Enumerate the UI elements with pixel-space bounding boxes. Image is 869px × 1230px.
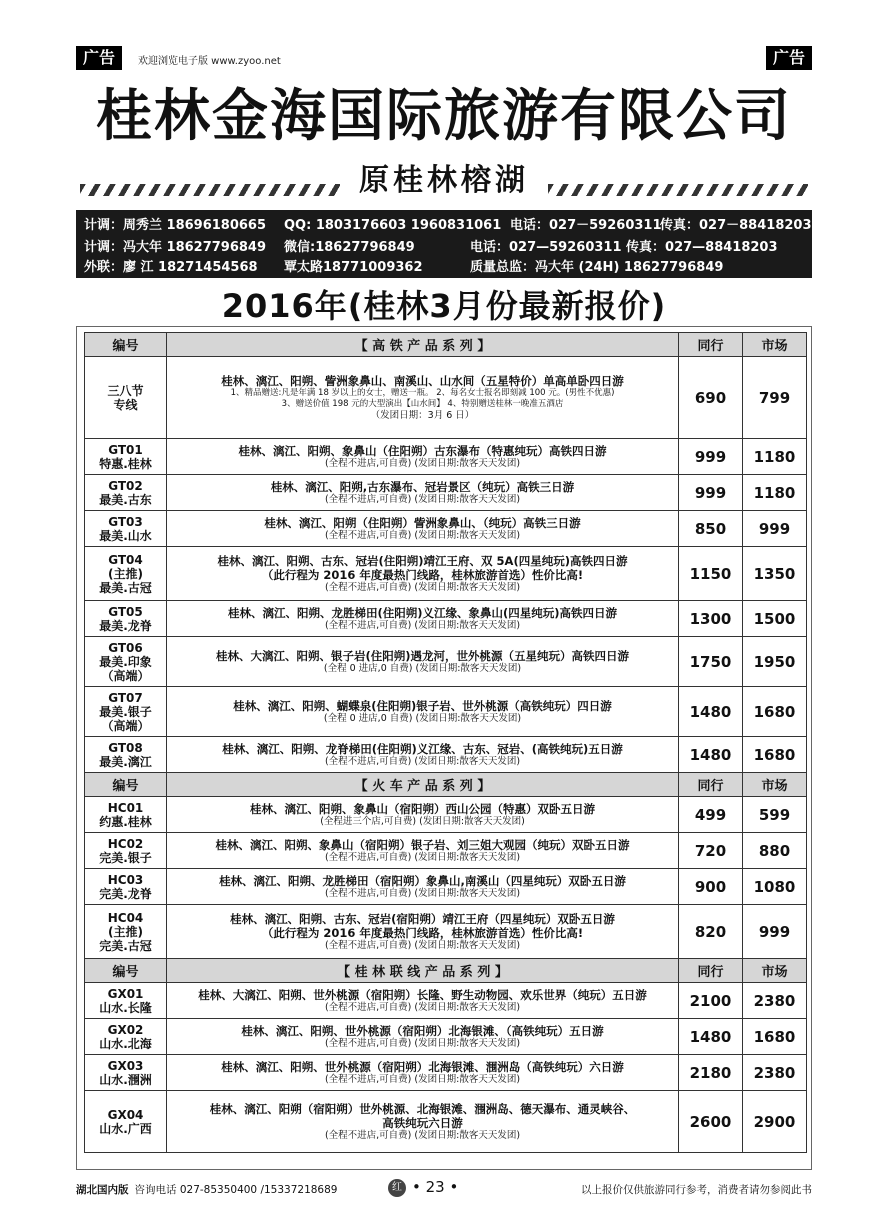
contact-item: QQ: 1803176603 1960831061 — [284, 218, 502, 233]
section-title: 【 火 车 产 品 系 列 】 — [167, 773, 679, 797]
contact-box — [76, 210, 812, 278]
contact-item: 计调：冯大年 18627796849 — [84, 240, 267, 255]
column-header-market: 市场 — [743, 333, 807, 357]
route-code: GT03 最美.山水 — [85, 511, 167, 547]
route-title: 桂林、大漓江、阳朔、世外桃源（宿阳朔）长隆、野生动物园、欢乐世界（纯玩）五日游 — [198, 987, 647, 1002]
column-header-peer: 同行 — [679, 959, 743, 983]
market-price: 1080 — [743, 869, 807, 905]
section-header-row — [85, 773, 807, 797]
footer-edition: 湖北国内版 — [76, 1184, 129, 1196]
peer-price: 900 — [679, 869, 743, 905]
route-title-extra: （此行程为 2016 年度最热门线路，桂林旅游首选）性价比高! — [261, 925, 584, 940]
route-description — [167, 983, 679, 1019]
route-terms: (全程不进店,可自费) (发团日期:散客天天发团) — [324, 755, 521, 767]
footer-left — [76, 1182, 337, 1197]
route-title: 桂林、漓江、阳朔,古东瀑布、冠岩景区（纯玩）高铁三日游 — [270, 479, 575, 494]
route-code: GX03 山水.涠洲 — [85, 1055, 167, 1091]
route-code: HC03 完美.龙脊 — [85, 869, 167, 905]
route-description — [167, 687, 679, 737]
route-title: 桂林、漓江、阳朔、蝴蝶泉(住阳朔)银子岩、世外桃源（高铁纯玩）四日游 — [233, 698, 612, 713]
price-table — [84, 332, 807, 1153]
top-bar — [76, 46, 812, 70]
peer-price: 820 — [679, 905, 743, 959]
market-price: 2380 — [743, 1055, 807, 1091]
contact-item: 计调：周秀兰 18696180665 — [84, 218, 267, 233]
market-price: 1180 — [743, 475, 807, 511]
market-price: 1680 — [743, 1019, 807, 1055]
route-description — [167, 601, 679, 637]
peer-price: 1480 — [679, 737, 743, 773]
route-code: GX04 山水.广西 — [85, 1091, 167, 1153]
route-terms: (全程不进店,可自费) (发团日期:散客天天发团) — [324, 939, 521, 951]
peer-price: 999 — [679, 439, 743, 475]
route-title: 桂林、漓江、阳朔、世外桃源（宿阳朔）北海银滩、涠洲岛（高铁纯玩）六日游 — [221, 1059, 624, 1074]
section-header-row — [85, 959, 807, 983]
route-terms: (全程不进店,可自费) (发团日期:散客天天发团) — [324, 1001, 521, 1013]
section-title: 【 桂 林 联 线 产 品 系 列 】 — [167, 959, 679, 983]
market-price: 1500 — [743, 601, 807, 637]
peer-price: 2600 — [679, 1091, 743, 1153]
route-note: 1、精品赠送:凡是年满 18 岁以上的女士，赠送一瓶。 2、每名女士报名即刻减 100 元。(男性不优惠) — [230, 387, 615, 398]
route-code: GX01 山水.长隆 — [85, 983, 167, 1019]
table-row — [85, 833, 807, 869]
table-row — [85, 797, 807, 833]
route-description — [167, 869, 679, 905]
table-row — [85, 737, 807, 773]
route-terms: (全程不进店,可自费) (发团日期:散客天天发团) — [324, 1037, 521, 1049]
table-row — [85, 983, 807, 1019]
route-title: 桂林、大漓江、阳朔、银子岩(住阳朔)遇龙河，世外桃源（五星纯玩）高铁四日游 — [215, 648, 629, 663]
peer-price: 850 — [679, 511, 743, 547]
route-terms: (全程 0 进店,0 自费) (发团日期:散客天天发团) — [323, 662, 522, 674]
table-row — [85, 601, 807, 637]
table-row — [85, 475, 807, 511]
table-row — [85, 1091, 807, 1153]
route-title: 桂林、漓江、阳朔、象鼻山（宿阳朔）银子岩、刘三姐大观园（纯玩）双卧五日游 — [215, 837, 630, 852]
route-terms: (全程不进店,可自费) (发团日期:散客天天发团) — [324, 1073, 521, 1085]
route-code: HC02 完美.银子 — [85, 833, 167, 869]
peer-price: 720 — [679, 833, 743, 869]
footer — [76, 1178, 812, 1200]
route-code: HC01 约惠.桂林 — [85, 797, 167, 833]
route-title: 桂林、漓江、阳朔、龙胜梯田(住阳朔)义江缘、象鼻山(四星纯玩)高铁四日游 — [227, 605, 618, 620]
route-title: 桂林、漓江、阳朔（宿阳朔）世外桃源、北海银滩、涠洲岛、德天瀑布、通灵峡谷、 — [209, 1101, 636, 1116]
route-description — [167, 475, 679, 511]
route-title: 桂林、漓江、阳朔、世外桃源（宿阳朔）北海银滩、（高铁纯玩）五日游 — [241, 1023, 604, 1038]
market-price: 1680 — [743, 737, 807, 773]
peer-price: 1750 — [679, 637, 743, 687]
contact-item: 电话：027－59260311 — [510, 218, 662, 233]
top-note: 欢迎浏览电子版 www.zyoo.net — [138, 56, 281, 67]
market-price: 1950 — [743, 637, 807, 687]
route-description — [167, 1019, 679, 1055]
market-price: 1350 — [743, 547, 807, 601]
route-code: GT02 最美.古东 — [85, 475, 167, 511]
contact-line-3 — [84, 256, 723, 275]
route-terms: (全程不进店,可自费) (发团日期:散客天天发团) — [324, 887, 521, 899]
contact-item: 覃太路18771009362 — [284, 260, 423, 275]
contact-line-1 — [84, 214, 812, 233]
market-price: 999 — [743, 905, 807, 959]
contact-item: 微信:18627796849 — [284, 240, 415, 255]
route-code: GT04 (主推) 最美.古冠 — [85, 547, 167, 601]
contact-line-2 — [84, 236, 778, 255]
route-title: 桂林、漓江、阳朔、訾洲象鼻山、南溪山、山水间（五星特价）单高单卧四日游 — [221, 373, 624, 388]
contact-item: 质量总监：冯大年 (24H) 18627796849 — [470, 260, 724, 275]
company-subtitle: 原桂林榕湖 — [359, 163, 529, 198]
route-description — [167, 439, 679, 475]
route-title: 桂林、漓江、阳朔、龙脊梯田(住阳朔)义江缘、古东、冠岩、(高铁纯玩)五日游 — [222, 741, 623, 756]
contact-item: 电话：027—59260311 传真：027—88418203 — [470, 240, 778, 255]
peer-price: 2180 — [679, 1055, 743, 1091]
route-description — [167, 737, 679, 773]
route-title-extra: 高铁纯玩六日游 — [382, 1115, 463, 1130]
peer-price: 2100 — [679, 983, 743, 1019]
route-description — [167, 1091, 679, 1153]
page-number: • 23 • — [412, 1178, 459, 1196]
route-terms: (全程进三个店,可自费) (发团日期:散客天天发团) — [320, 815, 525, 827]
peer-price: 1150 — [679, 547, 743, 601]
route-title: 桂林、漓江、阳朔（住阳朔）訾洲象鼻山、（纯玩）高铁三日游 — [264, 515, 581, 530]
table-row — [85, 511, 807, 547]
route-terms: (全程不进店,可自费) (发团日期:散客天天发团) — [324, 493, 521, 505]
column-header-market: 市场 — [743, 773, 807, 797]
market-price: 799 — [743, 357, 807, 439]
section-header-row — [85, 333, 807, 357]
route-title: 桂林、漓江、阳朔、古东、冠岩(住阳朔)靖江王府、双 5A(四星纯玩)高铁四日游 — [217, 553, 628, 568]
subtitle-row — [76, 158, 812, 204]
route-code: HC04 (主推) 完美.古冠 — [85, 905, 167, 959]
route-terms: (全程不进店,可自费) (发团日期:散客天天发团) — [324, 457, 521, 469]
route-code: GX02 山水.北海 — [85, 1019, 167, 1055]
route-title-extra: （此行程为 2016 年度最热门线路，桂林旅游首选）性价比高! — [261, 567, 584, 582]
market-price: 880 — [743, 833, 807, 869]
route-description — [167, 547, 679, 601]
section-title: 【 高 铁 产 品 系 列 】 — [167, 333, 679, 357]
table-row — [85, 1019, 807, 1055]
route-description — [167, 797, 679, 833]
route-description — [167, 833, 679, 869]
contact-item: 传真：027－88418203 — [660, 218, 812, 233]
route-code: GT01 特惠.桂林 — [85, 439, 167, 475]
route-description — [167, 637, 679, 687]
market-price: 599 — [743, 797, 807, 833]
footer-disclaimer: 以上报价仅供旅游同行参考，消费者请勿参阅此书 — [581, 1184, 812, 1196]
route-code: GT06 最美.印象 （高端） — [85, 637, 167, 687]
stripe-decoration-right — [548, 184, 808, 196]
company-name: 桂林金海国际旅游有限公司 — [96, 83, 792, 149]
market-price: 999 — [743, 511, 807, 547]
column-header-code: 编号 — [85, 333, 167, 357]
route-terms: (全程不进店,可自费) (发团日期:散客天天发团) — [324, 529, 521, 541]
table-row — [85, 687, 807, 737]
route-title: 桂林、漓江、阳朔、龙胜梯田（宿阳朔）象鼻山,南溪山（四星纯玩）双卧五日游 — [219, 873, 626, 888]
route-terms: (全程不进店,可自费) (发团日期:散客天天发团) — [324, 1129, 521, 1141]
route-code: 三八节 专线 — [85, 357, 167, 439]
column-header-code: 编号 — [85, 773, 167, 797]
route-title: 桂林、漓江、阳朔、象鼻山（住阳朔）古东瀑布（特惠纯玩）高铁四日游 — [238, 443, 607, 458]
column-header-peer: 同行 — [679, 773, 743, 797]
footer-phone: 咨询电话 027-85350400 /15337218689 — [134, 1184, 338, 1196]
column-header-code: 编号 — [85, 959, 167, 983]
peer-price: 999 — [679, 475, 743, 511]
route-terms: (全程 0 进店,0 自费) (发团日期:散客天天发团) — [323, 712, 522, 724]
route-code: GT08 最美.漓江 — [85, 737, 167, 773]
market-price: 1180 — [743, 439, 807, 475]
route-note: 3、赠送价值 198 元的大型演出【山水间】 4、特别赠送桂林一晚准五酒店 — [281, 398, 564, 409]
route-code: GT05 最美.龙脊 — [85, 601, 167, 637]
route-description — [167, 357, 679, 439]
route-description — [167, 905, 679, 959]
ad-tag-left: 广告 — [76, 46, 122, 70]
footer-page — [388, 1178, 458, 1197]
route-terms: (全程不进店,可自费) (发团日期:散客天天发团) — [324, 851, 521, 863]
ad-tag-right: 广告 — [766, 46, 812, 70]
route-description — [167, 511, 679, 547]
peer-price: 1480 — [679, 1019, 743, 1055]
column-header-peer: 同行 — [679, 333, 743, 357]
page-badge-icon: 红 — [388, 1179, 406, 1197]
table-row — [85, 439, 807, 475]
route-terms: (全程不进店,可自费) (发团日期:散客天天发团) — [324, 581, 521, 593]
market-price: 2380 — [743, 983, 807, 1019]
contact-item: 外联：廖 江 18271454568 — [84, 260, 258, 275]
route-description — [167, 1055, 679, 1091]
peer-price: 1300 — [679, 601, 743, 637]
column-header-market: 市场 — [743, 959, 807, 983]
market-price: 1680 — [743, 687, 807, 737]
peer-price: 499 — [679, 797, 743, 833]
table-row — [85, 637, 807, 687]
route-terms: (全程不进店,可自费) (发团日期:散客天天发团) — [324, 619, 521, 631]
table-row — [85, 905, 807, 959]
table-row — [85, 1055, 807, 1091]
route-code: GT07 最美.银子 （高端） — [85, 687, 167, 737]
route-title: 桂林、漓江、阳朔、象鼻山（宿阳朔）西山公园（特惠）双卧五日游 — [250, 801, 595, 816]
market-price: 2900 — [743, 1091, 807, 1153]
peer-price: 1480 — [679, 687, 743, 737]
table-row — [85, 357, 807, 439]
route-terms: （发团日期：3月 6 日） — [370, 409, 475, 421]
table-row — [85, 869, 807, 905]
price-headline: 2016年(桂林3月份最新报价) — [221, 287, 667, 325]
route-title: 桂林、漓江、阳朔、古东、冠岩(宿阳朔）靖江王府（四星纯玩）双卧五日游 — [230, 911, 615, 926]
peer-price: 690 — [679, 357, 743, 439]
table-row — [85, 547, 807, 601]
